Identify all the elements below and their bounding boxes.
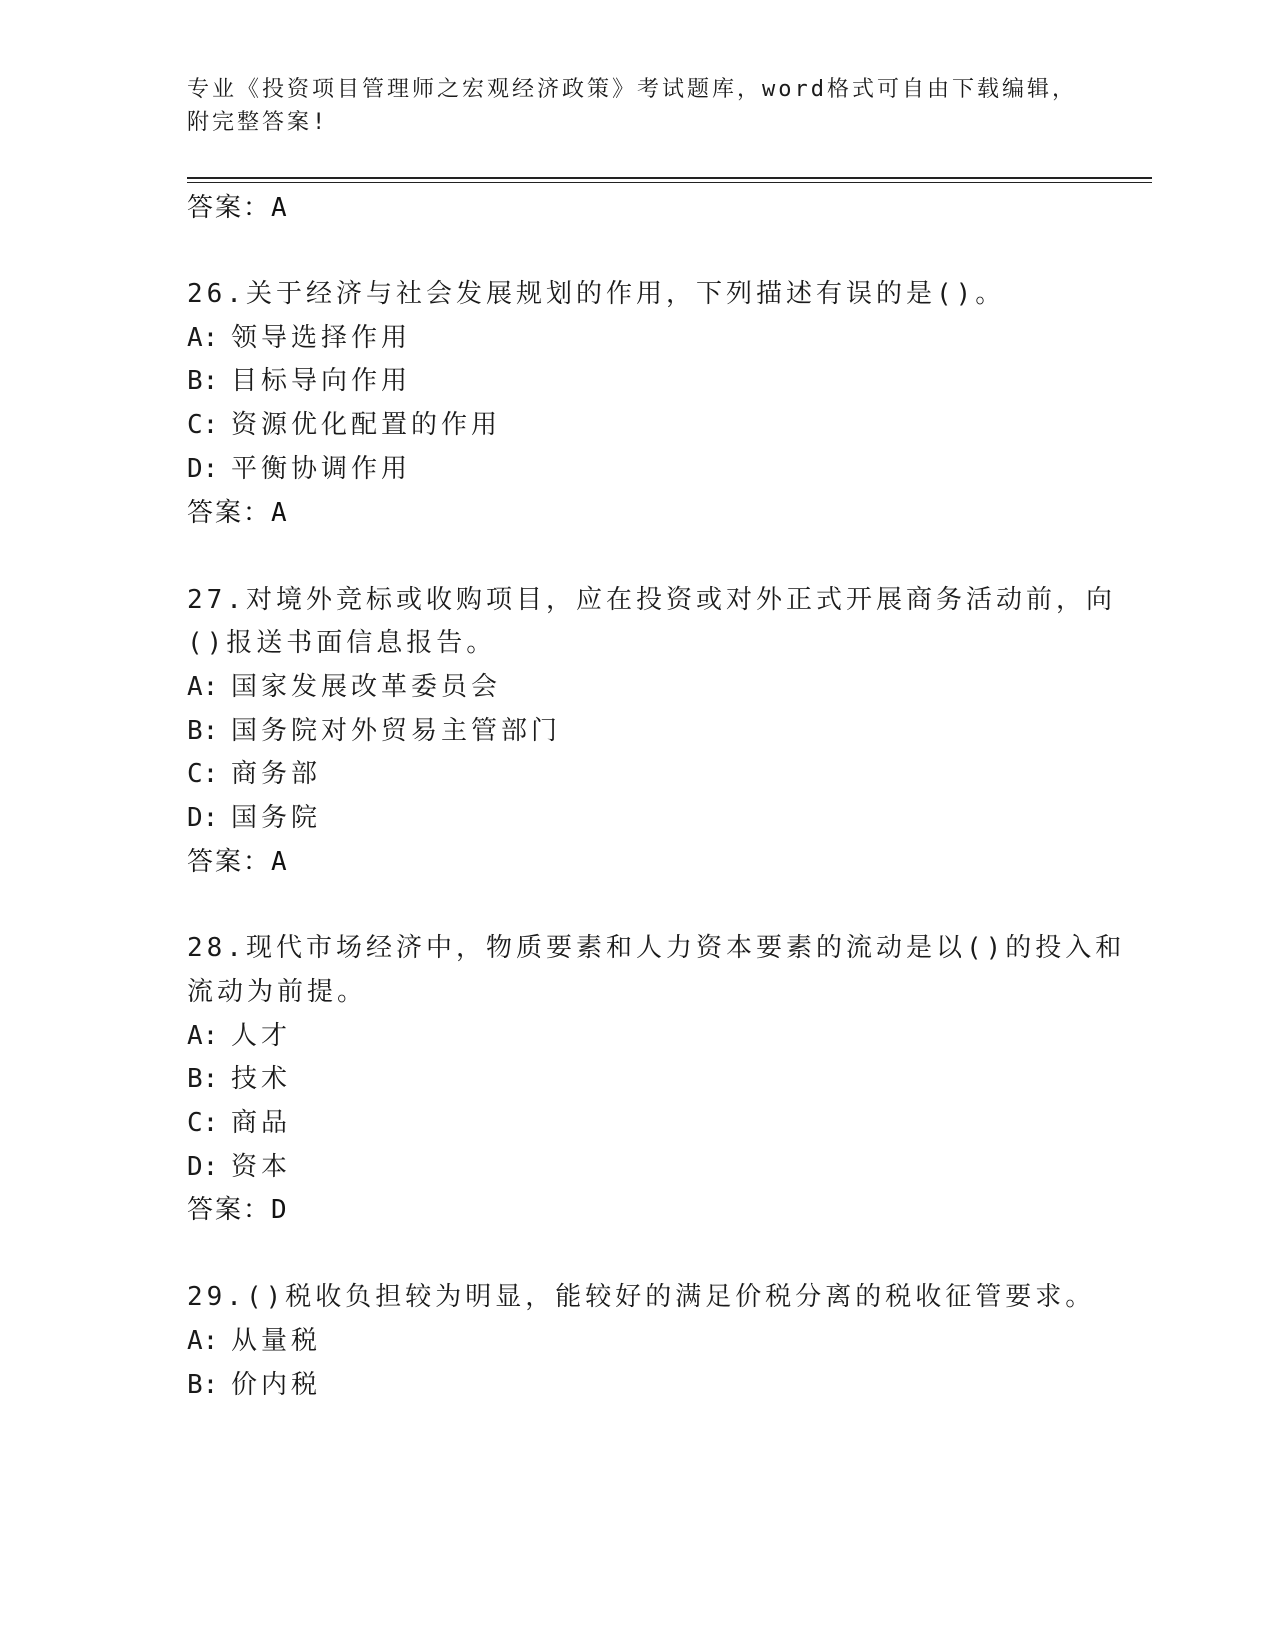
option-key: A: (187, 323, 219, 353)
question-28-option-d (187, 1150, 291, 1184)
option-key: B: (187, 1370, 219, 1400)
answer-line (187, 191, 289, 225)
question-26-option-c (187, 408, 501, 442)
question-26-option-b (187, 364, 411, 398)
question-26-option-d (187, 452, 411, 486)
option-text: 商务部 (231, 759, 322, 789)
option-key: B: (187, 366, 219, 396)
answer-value: A (271, 498, 289, 528)
header-line-2: 附完整答案! (187, 110, 329, 135)
question-27-stem-line-2: ()报送书面信息报告。 (187, 628, 497, 658)
question-26-option-a (187, 321, 411, 355)
option-key: A: (187, 672, 219, 702)
option-text: 国家发展改革委员会 (231, 672, 502, 702)
question-28-stem-line-2: 流动为前提。 (187, 977, 368, 1007)
option-key: D: (187, 1152, 219, 1182)
question-27-option-a (187, 670, 501, 704)
option-text: 领导选择作用 (231, 323, 412, 353)
answer-value: A (271, 193, 289, 223)
question-26-stem: 26.关于经济与社会发展规划的作用，下列描述有误的是()。 (187, 279, 1006, 309)
question-29-option-b (187, 1368, 321, 1402)
answer-label: 答案： (187, 1195, 272, 1225)
document-header (187, 73, 1087, 139)
option-key: D: (187, 803, 219, 833)
option-text: 人才 (231, 1021, 292, 1051)
question-27-option-d (187, 801, 321, 835)
option-key: C: (187, 1108, 219, 1138)
option-text: 价内税 (231, 1370, 322, 1400)
option-text: 国务院 (231, 803, 322, 833)
answer-value: A (271, 847, 289, 877)
option-key: A: (187, 1021, 219, 1051)
question-29-stem: 29.()税收负担较为明显，能较好的满足价税分离的税收征管要求。 (187, 1282, 1096, 1312)
question-28-option-c (187, 1106, 291, 1140)
header-divider (187, 177, 1152, 179)
option-text: 从量税 (231, 1326, 322, 1356)
option-key: C: (187, 759, 219, 789)
header-divider-thin (187, 182, 1152, 183)
option-key: B: (187, 716, 219, 746)
option-key: D: (187, 454, 219, 484)
question-28-answer (187, 1193, 289, 1227)
option-key: A: (187, 1326, 219, 1356)
option-text: 目标导向作用 (231, 366, 412, 396)
question-27-option-c (187, 757, 321, 791)
answer-label: 答案： (187, 193, 272, 223)
option-text: 资本 (231, 1152, 292, 1182)
answer-label: 答案： (187, 498, 272, 528)
option-text: 商品 (231, 1108, 292, 1138)
header-line-1: 专业《投资项目管理师之宏观经济政策》考试题库，word格式可自由下载编辑， (187, 77, 1077, 102)
option-key: B: (187, 1064, 219, 1094)
question-27-option-b (187, 714, 561, 748)
answer-value: D (271, 1195, 289, 1225)
option-text: 国务院对外贸易主管部门 (231, 716, 562, 746)
question-27-answer (187, 845, 289, 879)
question-26-answer (187, 496, 289, 530)
option-text: 技术 (231, 1064, 292, 1094)
question-28-option-a (187, 1019, 291, 1053)
question-27-stem-line-1: 27.对境外竞标或收购项目，应在投资或对外正式开展商务活动前，向 (187, 585, 1116, 615)
question-29-option-a (187, 1324, 321, 1358)
answer-label: 答案： (187, 847, 272, 877)
option-text: 平衡协调作用 (231, 454, 412, 484)
question-28-stem-line-1: 28.现代市场经济中，物质要素和人力资本要素的流动是以()的投入和 (187, 933, 1126, 963)
option-key: C: (187, 410, 219, 440)
question-28-option-b (187, 1062, 291, 1096)
option-text: 资源优化配置的作用 (231, 410, 502, 440)
